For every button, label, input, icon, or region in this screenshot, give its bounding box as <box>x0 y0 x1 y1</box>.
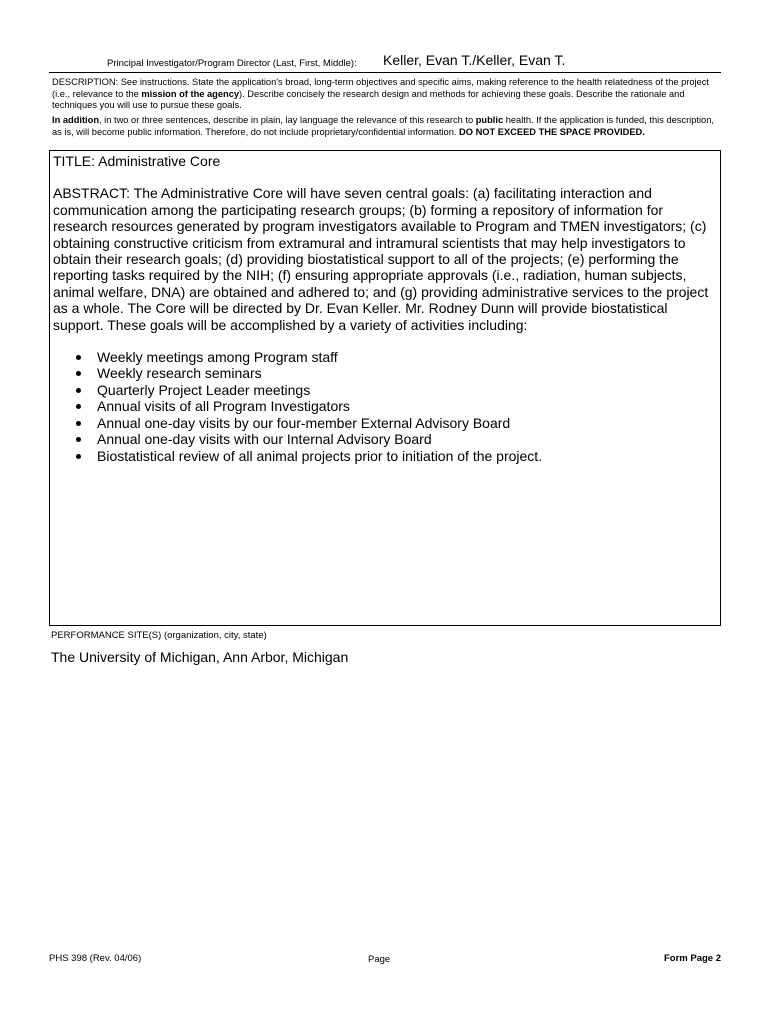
bullet-icon <box>76 421 81 426</box>
list-item: Weekly research seminars <box>53 365 719 381</box>
bullet-icon <box>76 454 81 459</box>
pi-name-field[interactable]: Keller, Evan T./Keller, Evan T. <box>383 52 566 68</box>
page-number-label: Page <box>368 954 391 965</box>
project-title: TITLE: Administrative Core <box>53 153 221 169</box>
list-item: Annual one-day visits by our four-member External Advisory Board <box>53 415 719 431</box>
bullet-icon <box>76 404 81 409</box>
list-item: Biostatistical review of all animal projects prior to initiation of the project. <box>53 448 719 464</box>
list-item: Quarterly Project Leader meetings <box>53 382 719 398</box>
bullet-icon <box>76 355 81 360</box>
header-divider <box>49 72 721 73</box>
abstract-text-box[interactable] <box>49 150 721 626</box>
bullet-icon <box>76 388 81 393</box>
abstract-paragraph: ABSTRACT: The Administrative Core will have seven central goals: (a) facilitating interaction and communication among the participating research groups; (b) forming a repository of information for research resources generated by program investigators available to Program and TMEN investigators; (c) obtaining constructive criticism from extramural and intramural scientists that may help investigators to obtain their research goals; (d) providing biostatistical support to all of the projects; (e) performing the reporting tasks required by the NIH; (f) ensuring appropriate approvals (i.e., radiation, human subjects, animal welfare, DNA) are obtained and adhered to; and (g) providing administrative services to the project as a whole. The Core will be directed by Dr. Evan Keller. Mr. Rodney Dunn will provide biostatistical support. These goals will be accomplished by a variety of activities including: <box>53 185 709 333</box>
list-item: Annual visits of all Program Investigators <box>53 398 719 414</box>
performance-site-label: PERFORMANCE SITE(S) (organization, city, state) <box>51 630 267 641</box>
description-paragraph-2: In addition, in two or three sentences, describe in plain, lay language the relevance of this research to public health. If the application is funded, this description, as is, will become public information. Therefore, do not include proprietary/confidential information. DO NOT EXCEED THE SPACE PROVIDED. <box>52 115 714 137</box>
bullet-icon <box>76 371 81 376</box>
activities-list <box>53 349 719 464</box>
pi-label: Principal Investigator/Program Director (Last, First, Middle): <box>107 58 357 69</box>
list-item: Annual one-day visits with our Internal Advisory Board <box>53 431 719 447</box>
description-paragraph-1: DESCRIPTION: See instructions. State the application's broad, long-term objectives and specific aims, making reference to the health relatedness of the project (i.e., relevance to the mission of the agency). Describe concisely the research design and methods for achieving these goals. Describe the rationale and techniques you will use to pursue these goals. <box>52 77 710 111</box>
abstract-content <box>53 153 719 464</box>
form-id: PHS 398 (Rev. 04/06) <box>49 953 142 964</box>
list-item: Weekly meetings among Program staff <box>53 349 719 365</box>
bullet-icon <box>76 437 81 442</box>
form-page-label: Form Page 2 <box>663 953 721 964</box>
description-instructions <box>52 77 722 139</box>
performance-site-field[interactable]: The University of Michigan, Ann Arbor, Michigan <box>51 649 349 665</box>
